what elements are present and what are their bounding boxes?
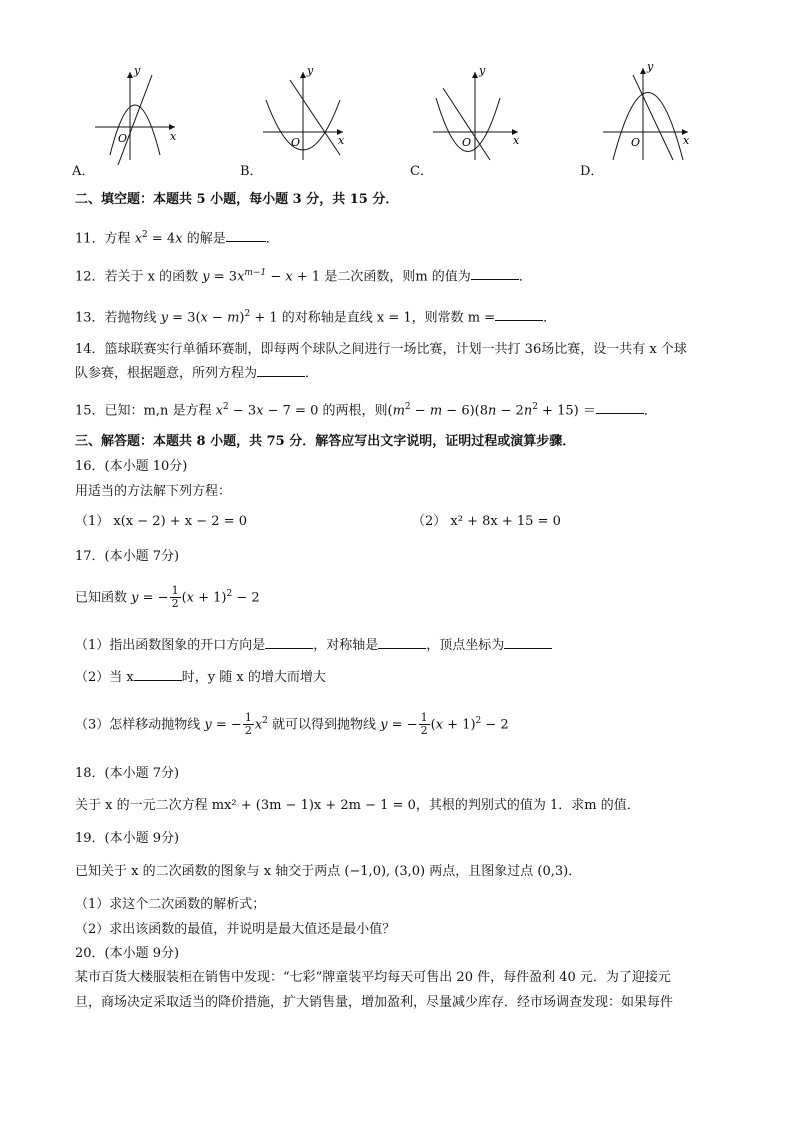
question-17-part-1: （1）指出函数图象的开口方向是 ，对称轴是 ，顶点坐标为 bbox=[75, 636, 552, 655]
graph-a-figure bbox=[80, 60, 190, 165]
question-15: 15．已知：m,n 是方程 $x^2 - 3x - 7 = 0$ 的两根，则$(m^2 - m - 6)(8n - 2n^2 + 15)$ ＝ ． bbox=[75, 402, 657, 419]
x-axis-label: x bbox=[338, 134, 345, 147]
question-16-part-2: （2） x² + 8x + 15 = 0 bbox=[412, 514, 561, 529]
section-3-title: 三、解答题：本题共 8 小题，共 75 分．解答应写出文字说明，证明过程或演算步骤． bbox=[75, 434, 576, 449]
question-12: 12．若关于 x 的函数 $y = 3x^{m-1} - x + 1$ 是二次函数，则m 的值为 ． bbox=[75, 268, 532, 285]
answer-blank[interactable] bbox=[596, 401, 644, 414]
y-axis-label: y bbox=[307, 64, 314, 77]
answer-blank[interactable] bbox=[226, 229, 266, 242]
graph-label: C． bbox=[410, 164, 433, 179]
question-19-part-2: （2）求出该函数的最值，并说明是最大值还是最小值？ bbox=[75, 922, 396, 937]
graph-label: A． bbox=[72, 164, 95, 179]
graph-option-d bbox=[568, 60, 698, 180]
y-axis-label: y bbox=[647, 60, 654, 73]
graph-option-a bbox=[60, 60, 190, 180]
section-2-title: 二、填空题：本题共 5 小题，每小题 3 分，共 15 分． bbox=[75, 192, 399, 207]
graph-c-figure bbox=[418, 60, 528, 165]
answer-blank[interactable] bbox=[134, 668, 182, 681]
question-18-text: 关于 x 的一元二次方程 mx² + (3m − 1)x + 2m − 1 = 0，其根的判别式的值为 1．求m 的值． bbox=[75, 798, 640, 813]
origin-label: O bbox=[462, 136, 472, 149]
x-axis-label: x bbox=[513, 134, 520, 147]
question-19-head: 19．(本小题 9分) bbox=[75, 831, 180, 846]
answer-blank[interactable] bbox=[504, 636, 552, 649]
question-17-part-3: （3）怎样移动抛物线 y = − $\frac{1}{2}$ $x^2$ 就可以得到抛物线 y = − $\frac{1}{2}$ $(x + 1)^2 - 2$ bbox=[75, 711, 509, 738]
origin-label: O bbox=[631, 136, 641, 149]
question-20-line-2: 旦，商场决定采取适当的降价措施，扩大销售量，增加盈利，尽量减少库存．经市场调查发现：如果每件 bbox=[75, 995, 674, 1010]
question-16-instruction: 用适当的方法解下列方程： bbox=[75, 484, 232, 499]
answer-blank[interactable] bbox=[471, 267, 519, 280]
question-19-text: 已知关于 x 的二次函数的图象与 x 轴交于两点 (−1,0), (3,0) 两点，且图象过点 (0,3)． bbox=[75, 864, 582, 879]
question-17-given: 已知函数 y = − $\frac{1}{2}$ $(x + 1)^2 - 2$ bbox=[75, 584, 260, 611]
answer-blank[interactable] bbox=[257, 364, 305, 377]
question-17-head: 17．(本小题 7分) bbox=[75, 549, 180, 564]
question-14-line-2: 队参赛，根据题意，所列方程为 ． bbox=[75, 366, 319, 381]
question-18-head: 18．(本小题 7分) bbox=[75, 766, 180, 781]
graph-b-figure bbox=[248, 60, 358, 165]
question-13: 13．若抛物线 $y = 3(x - m)^2 + 1$ 的对称轴是直线 x = 1，则常数 m = ． bbox=[75, 309, 557, 326]
question-19-part-1: （1）求这个二次函数的解析式； bbox=[75, 897, 266, 912]
answer-blank[interactable] bbox=[495, 308, 543, 321]
x-axis-label: x bbox=[170, 130, 177, 143]
question-16-part-1: （1） x(x − 2) + x − 2 = 0 bbox=[75, 514, 247, 529]
graph-option-c bbox=[398, 60, 528, 180]
graph-label: B． bbox=[240, 164, 263, 179]
graph-options bbox=[60, 60, 760, 180]
origin-label: O bbox=[291, 136, 301, 149]
y-axis-label: y bbox=[479, 64, 486, 77]
y-axis-label: y bbox=[134, 64, 141, 77]
question-20-head: 20．(本小题 9分) bbox=[75, 946, 180, 961]
graph-d-figure bbox=[588, 60, 698, 165]
question-20-line-1: 某市百货大楼服装柜在销售中发现：“七彩”牌童装平均每天可售出 20 件，每件盈利 40 元．为了迎接元 bbox=[75, 970, 671, 985]
question-16-head: 16．(本小题 10分) bbox=[75, 459, 188, 474]
question-11: 11．方程 $x^2 = 4x$ 的解是 ． bbox=[75, 230, 279, 247]
answer-blank[interactable] bbox=[378, 636, 426, 649]
x-axis-label: x bbox=[683, 134, 690, 147]
answer-blank[interactable] bbox=[265, 636, 313, 649]
graph-label: D． bbox=[580, 164, 604, 179]
question-14-line-1: 14．篮球联赛实行单循环赛制，即每两个球队之间进行一场比赛，计划一共打 36场比赛，设一共有 x 个球 bbox=[75, 342, 687, 357]
question-17-part-2: （2）当 x 时，y 随 x 的增大而增大 bbox=[75, 670, 326, 685]
origin-label: O bbox=[118, 132, 128, 145]
graph-option-b bbox=[228, 60, 358, 180]
